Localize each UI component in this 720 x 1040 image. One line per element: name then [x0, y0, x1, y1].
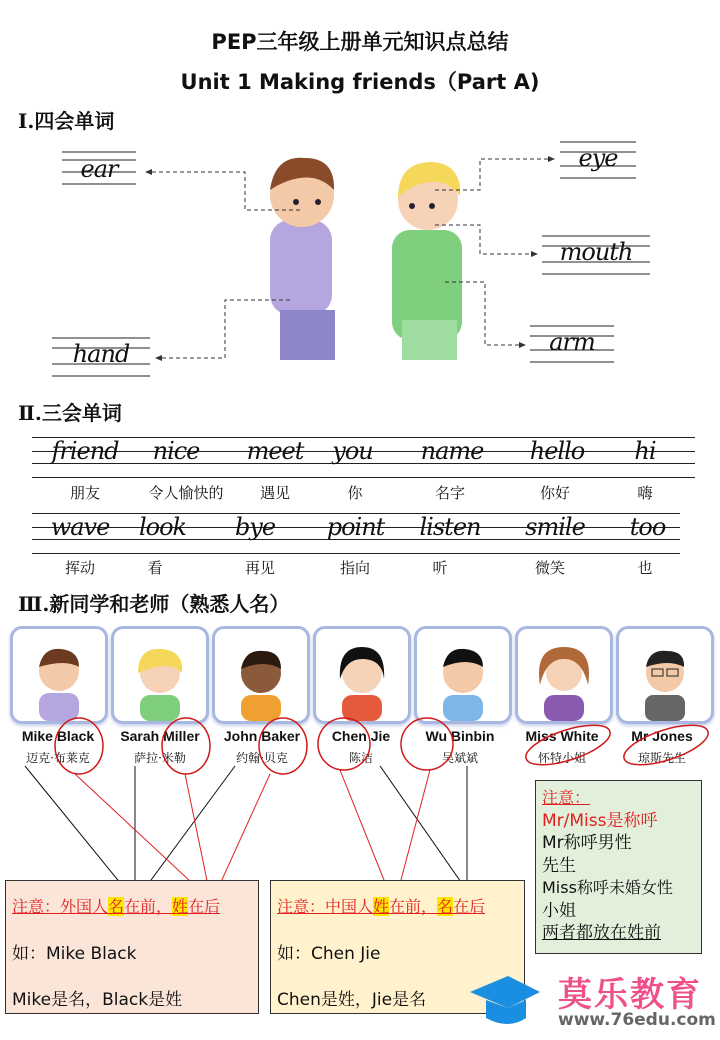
name-cn: 怀特小姐: [537, 751, 586, 765]
meaning: 看: [147, 559, 163, 577]
note-line: Miss称呼未婚女性: [542, 878, 673, 897]
name-cn: 吴斌斌: [441, 751, 478, 765]
name-cn: 迈克·布莱克: [26, 751, 90, 765]
word: friend: [51, 437, 119, 465]
word-eye: eye: [578, 144, 618, 172]
word: meet: [246, 437, 304, 465]
meaning: 遇见: [259, 484, 290, 502]
highlight-given-name: 名: [437, 897, 454, 916]
word: name: [420, 437, 484, 465]
graduation-cap-icon: [470, 970, 540, 1030]
avatar-sarah: [111, 626, 209, 724]
word-arm: arm: [549, 328, 595, 356]
meaning: 令人愉快的: [148, 484, 224, 502]
section-1-heading: Ⅰ.四会单词: [18, 109, 115, 133]
rule-text: 注意：外国人: [12, 897, 109, 916]
rule-text: 注意：中国人: [277, 897, 374, 916]
example-text: 如：Mike Black: [12, 944, 137, 964]
rule-text: 在后: [453, 897, 486, 916]
example-text: 如：Chen Jie: [277, 944, 381, 964]
note-foreign-rule: [12, 894, 220, 917]
rule-text: 在前，: [124, 897, 173, 916]
meaning: 也: [637, 559, 653, 577]
name-en: Sarah Miller: [120, 728, 200, 744]
page-subtitle: Unit 1 Making friends（Part A): [180, 70, 540, 94]
section-2-heading: Ⅱ.三会单词: [18, 401, 122, 425]
meaning: 再见: [244, 559, 275, 577]
meaning: 微笑: [534, 559, 565, 577]
avatar-wu-binbin: [414, 626, 512, 724]
note-titles: [535, 780, 702, 954]
word-ear: ear: [80, 155, 118, 183]
word: smile: [525, 513, 585, 541]
note-chinese-rule: [277, 894, 485, 917]
word: hi: [634, 437, 656, 465]
word: wave: [50, 513, 110, 541]
word: point: [326, 513, 385, 541]
word: look: [138, 513, 187, 541]
word-mouth: mouth: [559, 238, 633, 266]
girl-figure: [392, 162, 462, 360]
watermark-brand: 莫乐教育: [558, 975, 702, 1015]
name-cn: 萨拉·米勒: [134, 751, 186, 765]
name-cn: 陈洁: [348, 751, 373, 765]
meaning: 嗨: [637, 484, 653, 502]
meaning: 名字: [434, 484, 465, 502]
avatar-john: [212, 626, 310, 724]
name-en: Wu Binbin: [425, 728, 495, 744]
meaning: 朋友: [69, 484, 100, 502]
highlight-given-name: 名: [108, 897, 125, 916]
rule-text: 在前，: [389, 897, 438, 916]
rule-text: 在后: [188, 897, 221, 916]
note-line: Mr称呼男性: [542, 833, 632, 853]
explain-text: Chen是姓，Jie是名: [277, 990, 427, 1010]
note-line: Mr/Miss是称呼: [542, 810, 658, 831]
meaning: 你: [347, 484, 363, 502]
pointer-lines: [148, 159, 552, 358]
watermark: [470, 965, 720, 1040]
word: too: [629, 513, 666, 541]
name-cn: 琼斯先生: [637, 751, 686, 765]
word: nice: [152, 437, 200, 465]
note-heading: 注意：: [542, 788, 591, 807]
avatar-chen-jie: [313, 626, 411, 724]
note-line: 小姐: [542, 900, 576, 921]
name-en: Mr Jones: [631, 728, 693, 744]
boy-figure: [270, 158, 335, 360]
note-line: 两者都放在姓前: [542, 923, 661, 943]
word: listen: [419, 513, 481, 541]
word: you: [332, 437, 373, 465]
word-hand: hand: [72, 340, 130, 368]
page-title: PEP三年级上册单元知识点总结: [211, 30, 509, 54]
avatar-mr-jones: [616, 626, 714, 724]
highlight-surname: 姓: [172, 897, 189, 916]
explain-text: Mike是名，Black是姓: [12, 990, 183, 1010]
avatar-mike: [10, 626, 108, 724]
highlight-surname: 姓: [373, 897, 390, 916]
note-line: 先生: [542, 855, 576, 876]
section-3-heading: Ⅲ.新同学和老师（熟悉人名）: [18, 592, 290, 616]
word: bye: [234, 513, 276, 541]
watermark-url: www.76edu.com: [558, 1010, 716, 1030]
meaning: 听: [432, 559, 448, 577]
name-cn: 约翰·贝克: [236, 751, 288, 765]
meaning: 挥动: [64, 559, 95, 577]
word: hello: [529, 437, 585, 465]
note-foreign-names: [5, 880, 259, 1014]
name-en: Chen Jie: [331, 728, 391, 744]
meaning: 指向: [339, 559, 370, 577]
name-en: Miss White: [525, 728, 599, 744]
name-en: Mike Black: [21, 728, 95, 744]
avatar-miss-white: [515, 626, 613, 724]
meaning: 你好: [539, 484, 570, 502]
name-en: John Baker: [223, 728, 301, 744]
